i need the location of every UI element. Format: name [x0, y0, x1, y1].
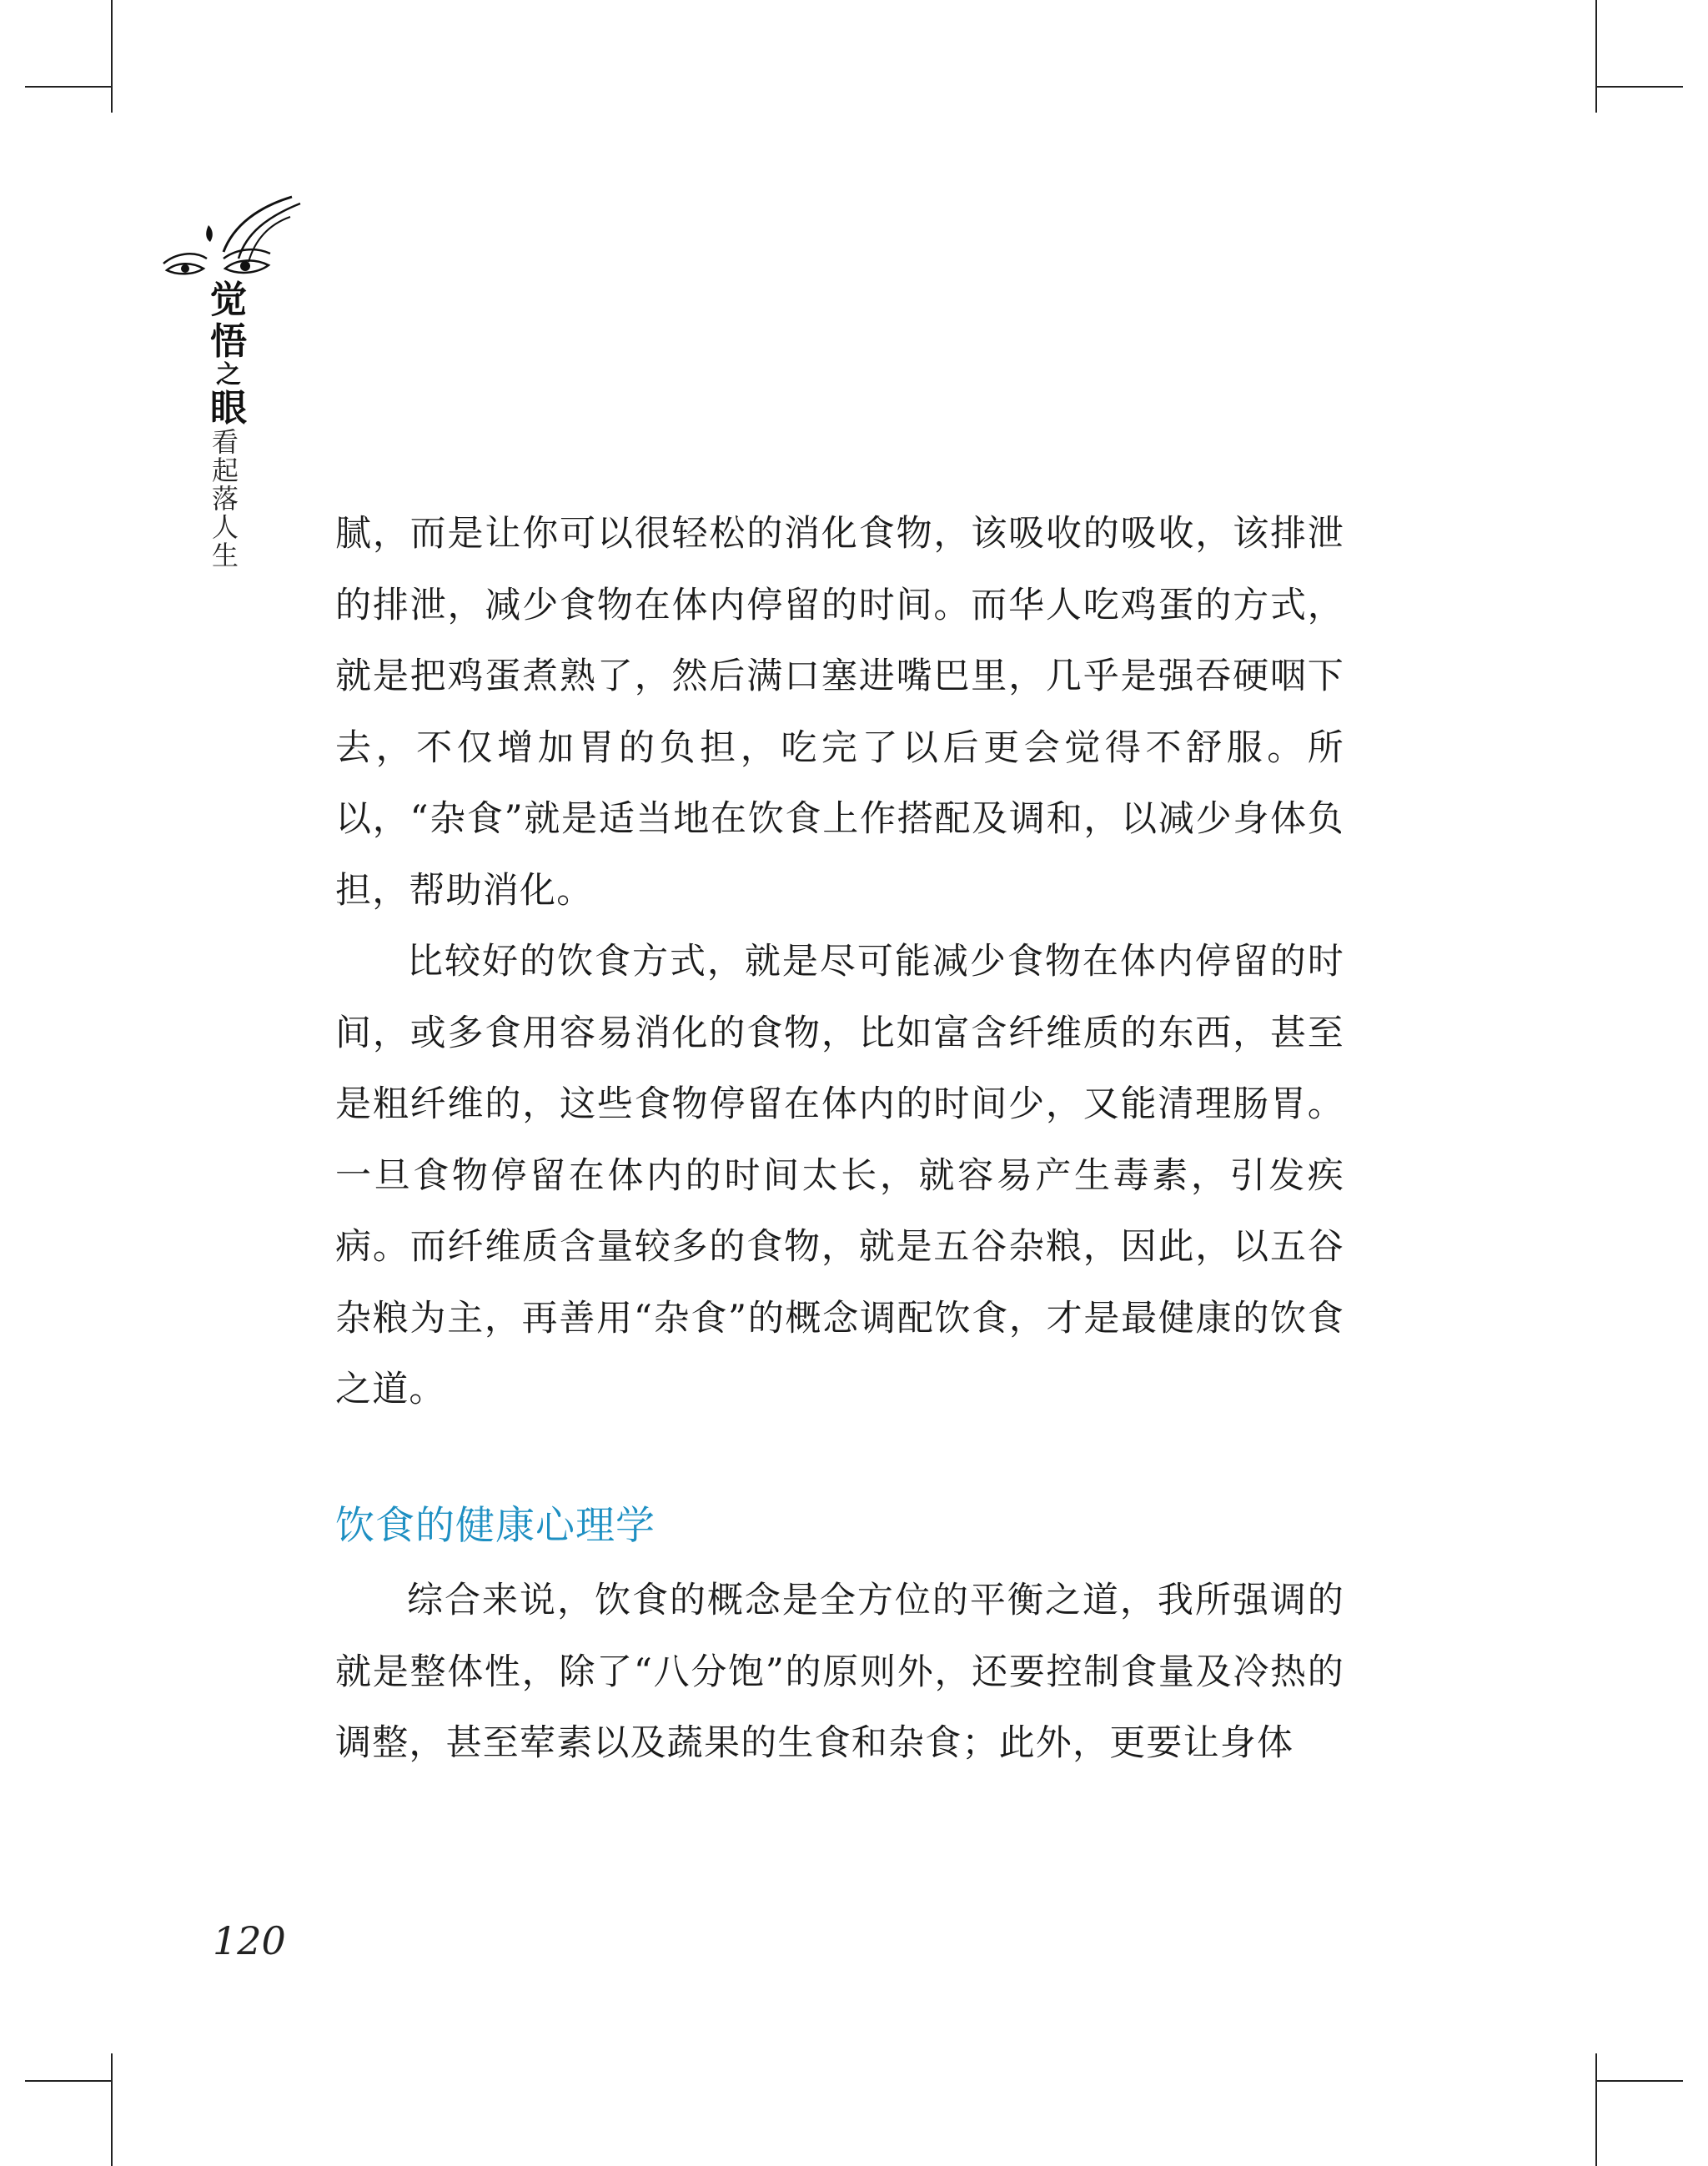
series-title-char: 悟 [210, 320, 247, 363]
crop-mark-top-right-horizontal [1595, 86, 1683, 88]
crop-mark-bottom-right-vertical [1595, 2053, 1597, 2166]
series-subtitle-char: 看 [211, 426, 239, 458]
paragraph: 腻，而是让你可以很轻松的消化食物，该吸收的吸收，该排泄的排泄，减少食物在体内停留的时间。而华人吃鸡蛋的方式，就是把鸡蛋煮熟了，然后满口塞进嘴巴里，几乎是强吞硬咽下去，不仅增加胃的负担，吃完了以后更会觉得不舒服。所以，“杂食”就是适当地在饮食上作搭配及调和，以减少身体负担，帮助消化。 [335, 513, 1344, 912]
body-text [335, 499, 1344, 1426]
body-text-continued [335, 1565, 1344, 1780]
crop-mark-bottom-right-horizontal [1595, 2080, 1683, 2082]
crop-mark-bottom-left-horizontal [25, 2080, 113, 2082]
series-subtitle [210, 428, 240, 570]
series-subtitle-char: 生 [211, 540, 239, 571]
paragraph: 比较好的饮食方式，就是尽可能减少食物在体内停留的时间，或多食用容易消化的食物，比如富含纤维质的东西，甚至是粗纤维的，这些食物停留在体内的时间少，又能清理肠胃。一旦食物停留在体内的时间太长，就容易产生毒素，引发疾病。而纤维质含量较多的食物，就是五谷杂粮，因此，以五谷杂粮为主，再善用“杂食”的概念调配饮食，才是最健康的饮食之道。 [335, 941, 1344, 1410]
series-title [205, 279, 252, 430]
crop-mark-top-left-vertical [111, 0, 113, 113]
series-subtitle-char: 人 [211, 511, 239, 543]
buddha-eyes-icon [158, 192, 309, 292]
series-title-char: 之 [216, 360, 241, 389]
crop-mark-bottom-left-vertical [111, 2053, 113, 2166]
series-title-char: 觉 [210, 279, 247, 321]
section-heading: 饮食的健康心理学 [335, 1503, 656, 1549]
page-number: 120 [213, 1918, 286, 1963]
paragraph: 综合来说，饮食的概念是全方位的平衡之道，我所强调的就是整体性，除了“八分饱”的原则外，还要控制食量及冷热的调整，甚至荤素以及蔬果的生食和杂食；此外，更要让身体 [335, 1580, 1344, 1764]
series-subtitle-char: 落 [211, 483, 239, 515]
crop-mark-top-left-horizontal [25, 86, 113, 88]
series-title-char: 眼 [210, 387, 247, 430]
series-subtitle-char: 起 [211, 455, 239, 486]
crop-mark-top-right-vertical [1595, 0, 1597, 113]
